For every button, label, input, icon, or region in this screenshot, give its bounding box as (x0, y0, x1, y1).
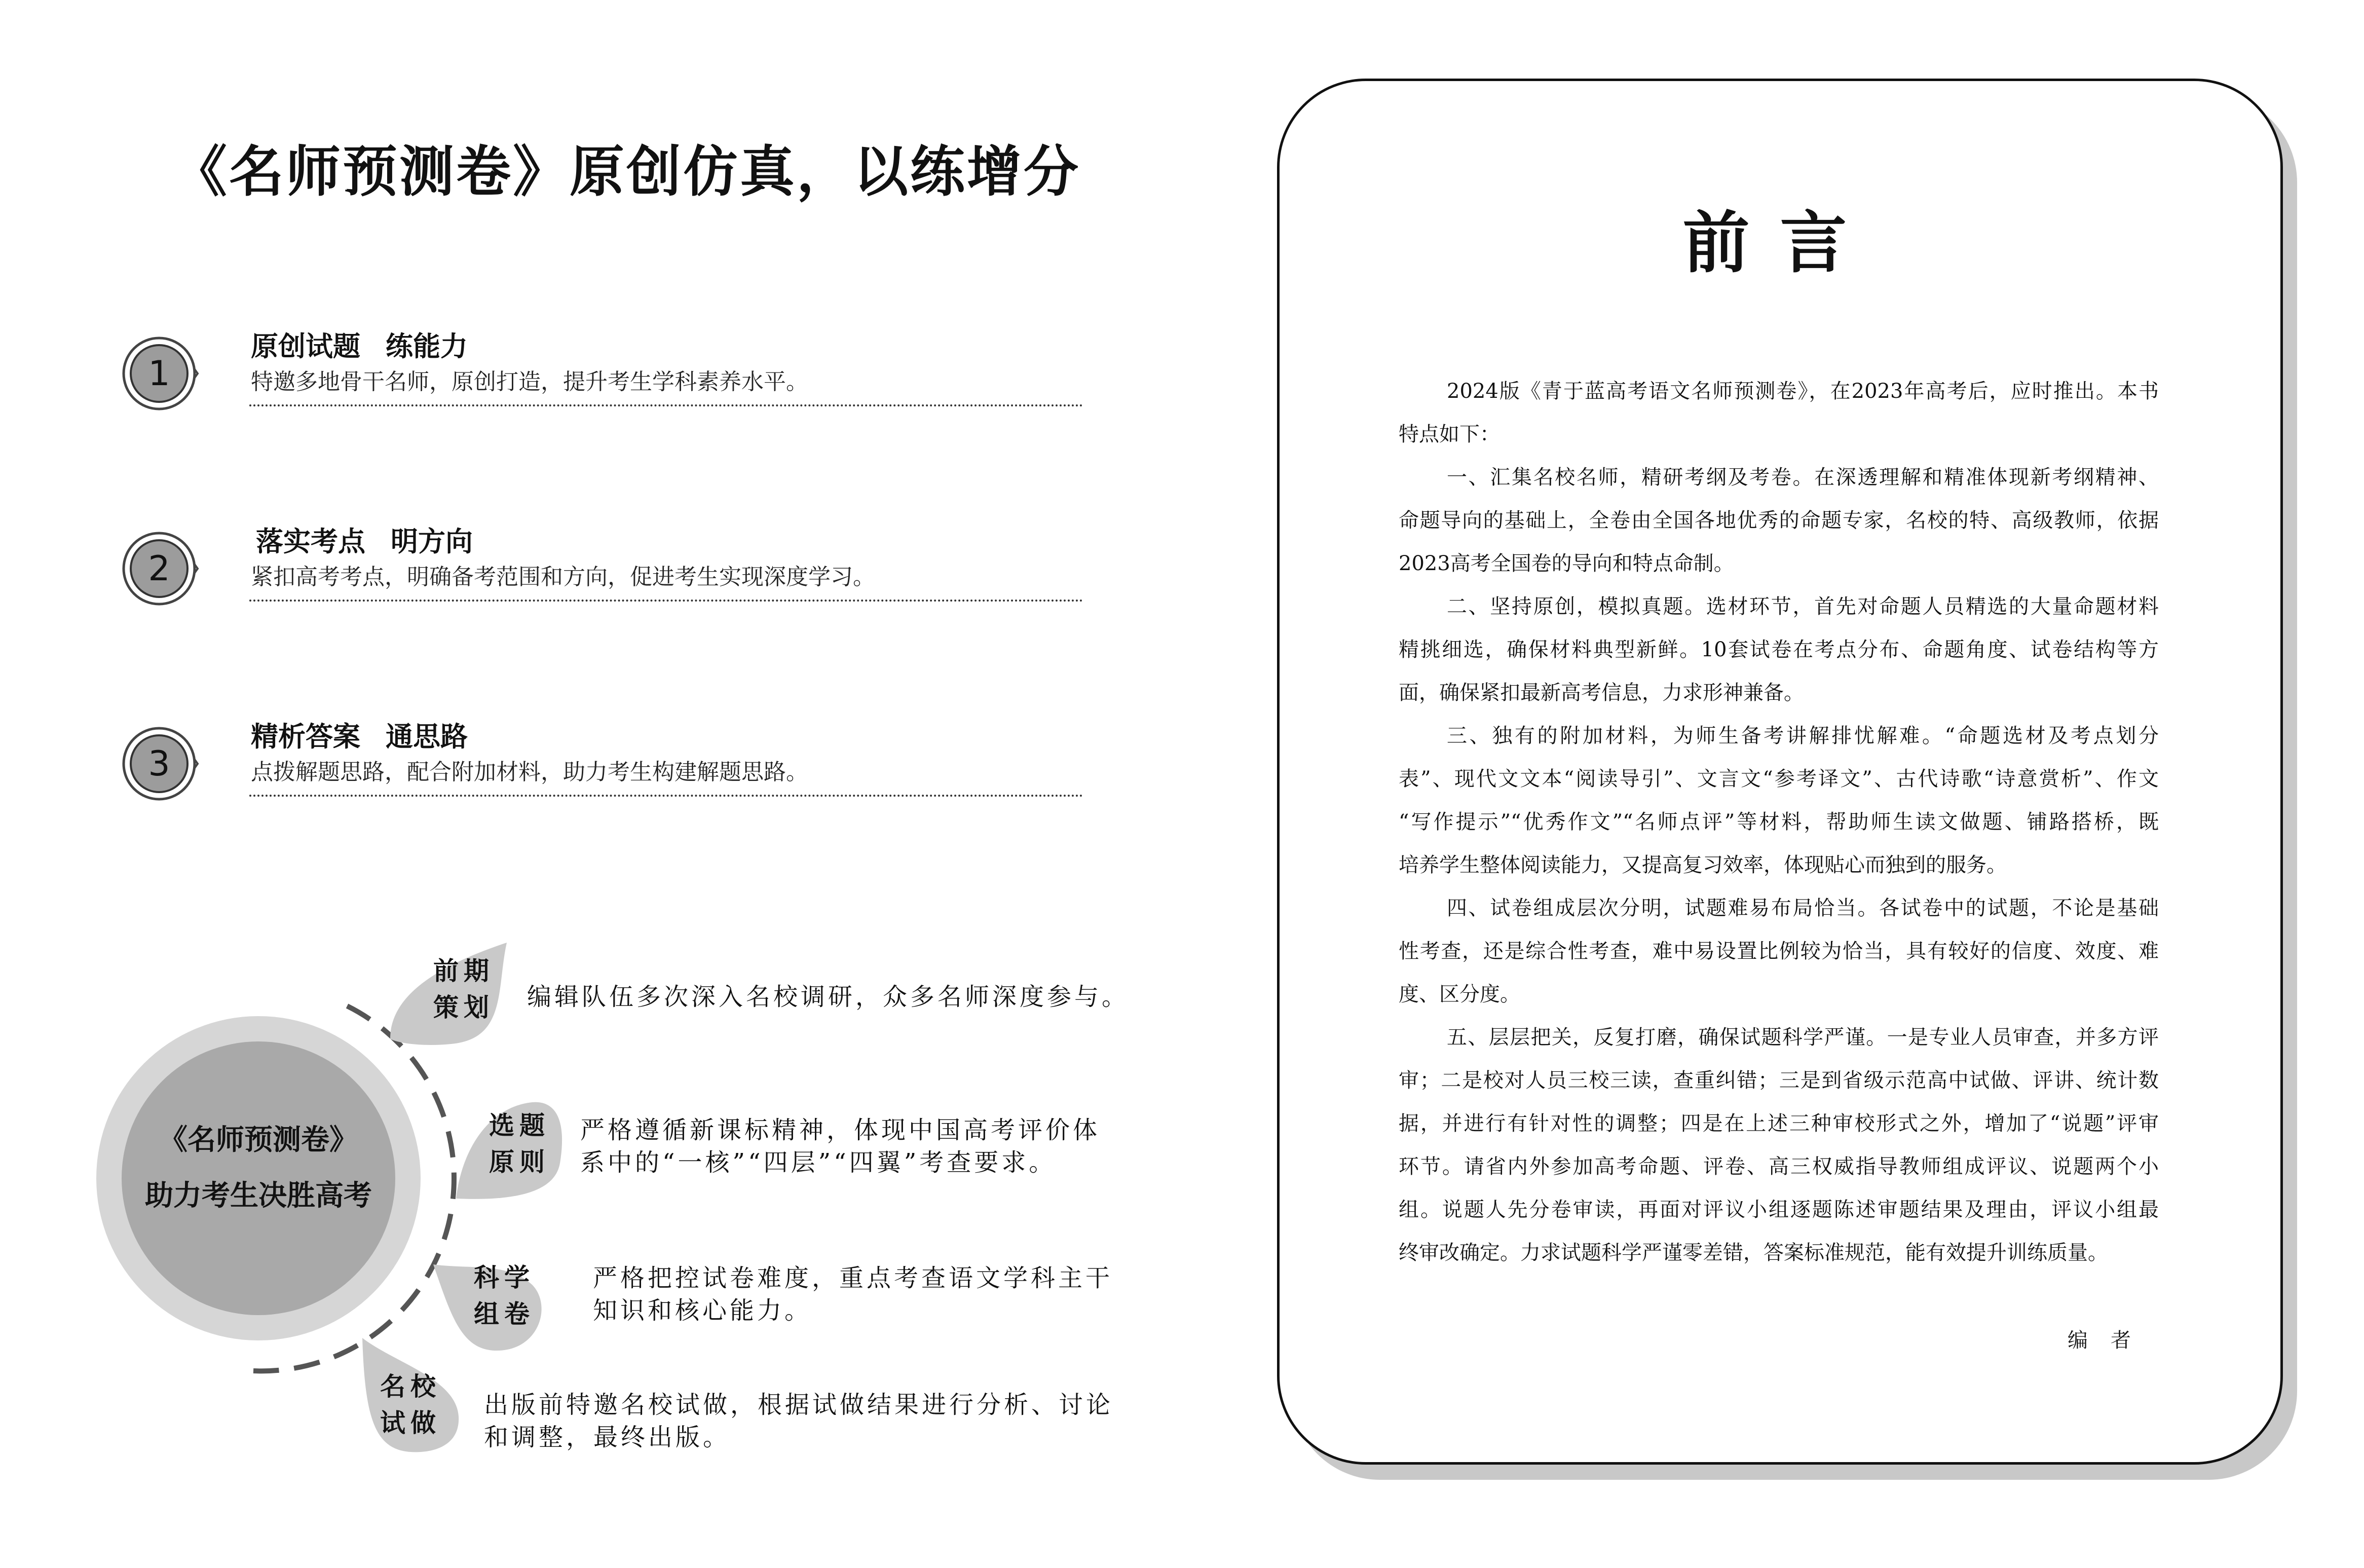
badge-number: 3 (148, 744, 170, 784)
preface-line: 培养学生整体阅读能力，又提高复习效率，体现贴心而独到的服务。 (1399, 853, 2007, 877)
preface-line: 命题导向的基础上，全卷由全国各地优秀的命题专家，名校的特、高级教师，依据 (1399, 509, 2159, 532)
preface-line: 表”、现代文文本“阅读导引”、文言文“参考译文”、古代诗歌“诗意赏析”、作文 (1399, 767, 2159, 791)
process-text: 严格把控试卷难度，重点考查语文学科主干 知识和核心能力。 (593, 1264, 1113, 1325)
feature-description: 紧扣高考考点，明确备考范围和方向，促进考生实现深度学习。 (251, 564, 875, 590)
preface-line: 度、区分度。 (1399, 983, 1520, 1006)
process-label: 选题 原则 (489, 1110, 550, 1177)
preface-paragraph (1399, 456, 2159, 585)
badge-number: 2 (148, 549, 170, 589)
feature-heading: 原创试题 练能力 (251, 330, 468, 362)
editor-signature: 编者 (2068, 1329, 2154, 1352)
process-label: 科学 组卷 (474, 1262, 535, 1329)
preface-line: 四、试卷组成层次分明，试题难易布局恰当。各试卷中的试题，不论是基础 (1447, 897, 2159, 920)
feature-description: 点拨解题思路，配合附加材料，助力考生构建解题思路。 (251, 759, 808, 785)
preface-line: 五、层层把关，反复打磨，确保试题科学严谨。一是专业人员审查，并多方评 (1447, 1026, 2159, 1049)
process-label: 名校 试做 (380, 1371, 441, 1438)
process-text: 严格遵循新课标精神，体现中国高考评价体 系中的“一核”“四层”“四翼”考查要求。 (580, 1116, 1101, 1177)
preface-line: “写作提示”“优秀作文”“名师点评”等材料，帮助师生读文做题、铺路搭桥，既 (1399, 810, 2159, 834)
preface-paragraph (1399, 715, 2159, 887)
preface-line: 组。说题人先分卷审读，再面对评议小组逐题陈述审题结果及理由，评议小组最 (1399, 1198, 2159, 1221)
feature-heading: 精析答案 通思路 (251, 720, 468, 753)
preface-line: 一、汇集名校名师，精研考纲及考卷。在深透理解和精准体现新考纲精神、 (1447, 466, 2159, 489)
feature-description: 特邀多地骨干名师，原创打造，提升考生学科素养水平。 (251, 369, 808, 395)
preface-title: 前言 (1682, 204, 1878, 282)
feature-heading: 落实考点 明方向 (256, 525, 473, 557)
preface-line: 性考查，还是综合性考查，难中易设置比例较为恰当，具有较好的信度、效度、难 (1399, 940, 2159, 963)
preface-line: 环节。请省内外参加高考命题、评卷、高三权威指导教师组成评议、说题两个小 (1399, 1155, 2159, 1178)
preface-paragraph (1399, 585, 2159, 715)
page-title: 《名师预测卷》原创仿真，以练增分 (172, 140, 1081, 204)
preface-line: 2023高考全国卷的导向和特点命制。 (1399, 552, 1734, 575)
preface-paragraph (1399, 370, 2159, 456)
preface-line: 三、独有的附加材料，为师生备考讲解排忧解难。“命题选材及考点划分 (1447, 724, 2159, 748)
preface-line: 面，确保紧扣最新高考信息，力求形神兼备。 (1399, 681, 1804, 704)
preface-paragraph (1399, 1016, 2159, 1275)
center-circle-text: 《名师预测卷》 助力考生决胜高考 (145, 1124, 372, 1212)
process-label: 前期 策划 (433, 956, 494, 1022)
process-text: 编辑队伍多次深入名校调研，众多名师深度参与。 (527, 983, 1130, 1011)
process-text: 出版前特邀名校试做，根据试做结果进行分析、讨论 和调整，最终出版。 (484, 1391, 1114, 1451)
preface-line: 特点如下： (1399, 423, 1500, 446)
preface-line: 终审改确定。力求试题科学严谨零差错，答案标准规范，能有效提升训练质量。 (1399, 1241, 2108, 1264)
preface-line: 据，并进行有针对性的调整；四是在上述三种审校形式之外，增加了“说题”评审 (1399, 1112, 2159, 1135)
preface-line: 2024版《青于蓝高考语文名师预测卷》，在2023年高考后，应时推出。本书 (1447, 380, 2159, 403)
preface-line: 精挑细选，确保材料典型新鲜。10套试卷在考点分布、命题角度、试卷结构等方 (1399, 638, 2159, 661)
badge-number: 1 (148, 354, 170, 394)
preface-line: 二、坚持原创，模拟真题。选材环节，首先对命题人员精选的大量命题材料 (1447, 595, 2159, 618)
preface-paragraph (1399, 887, 2159, 1016)
preface-line: 审；二是校对人员三校三读，查重纠错；三是到省级示范高中试做、评讲、统计数 (1399, 1069, 2159, 1092)
